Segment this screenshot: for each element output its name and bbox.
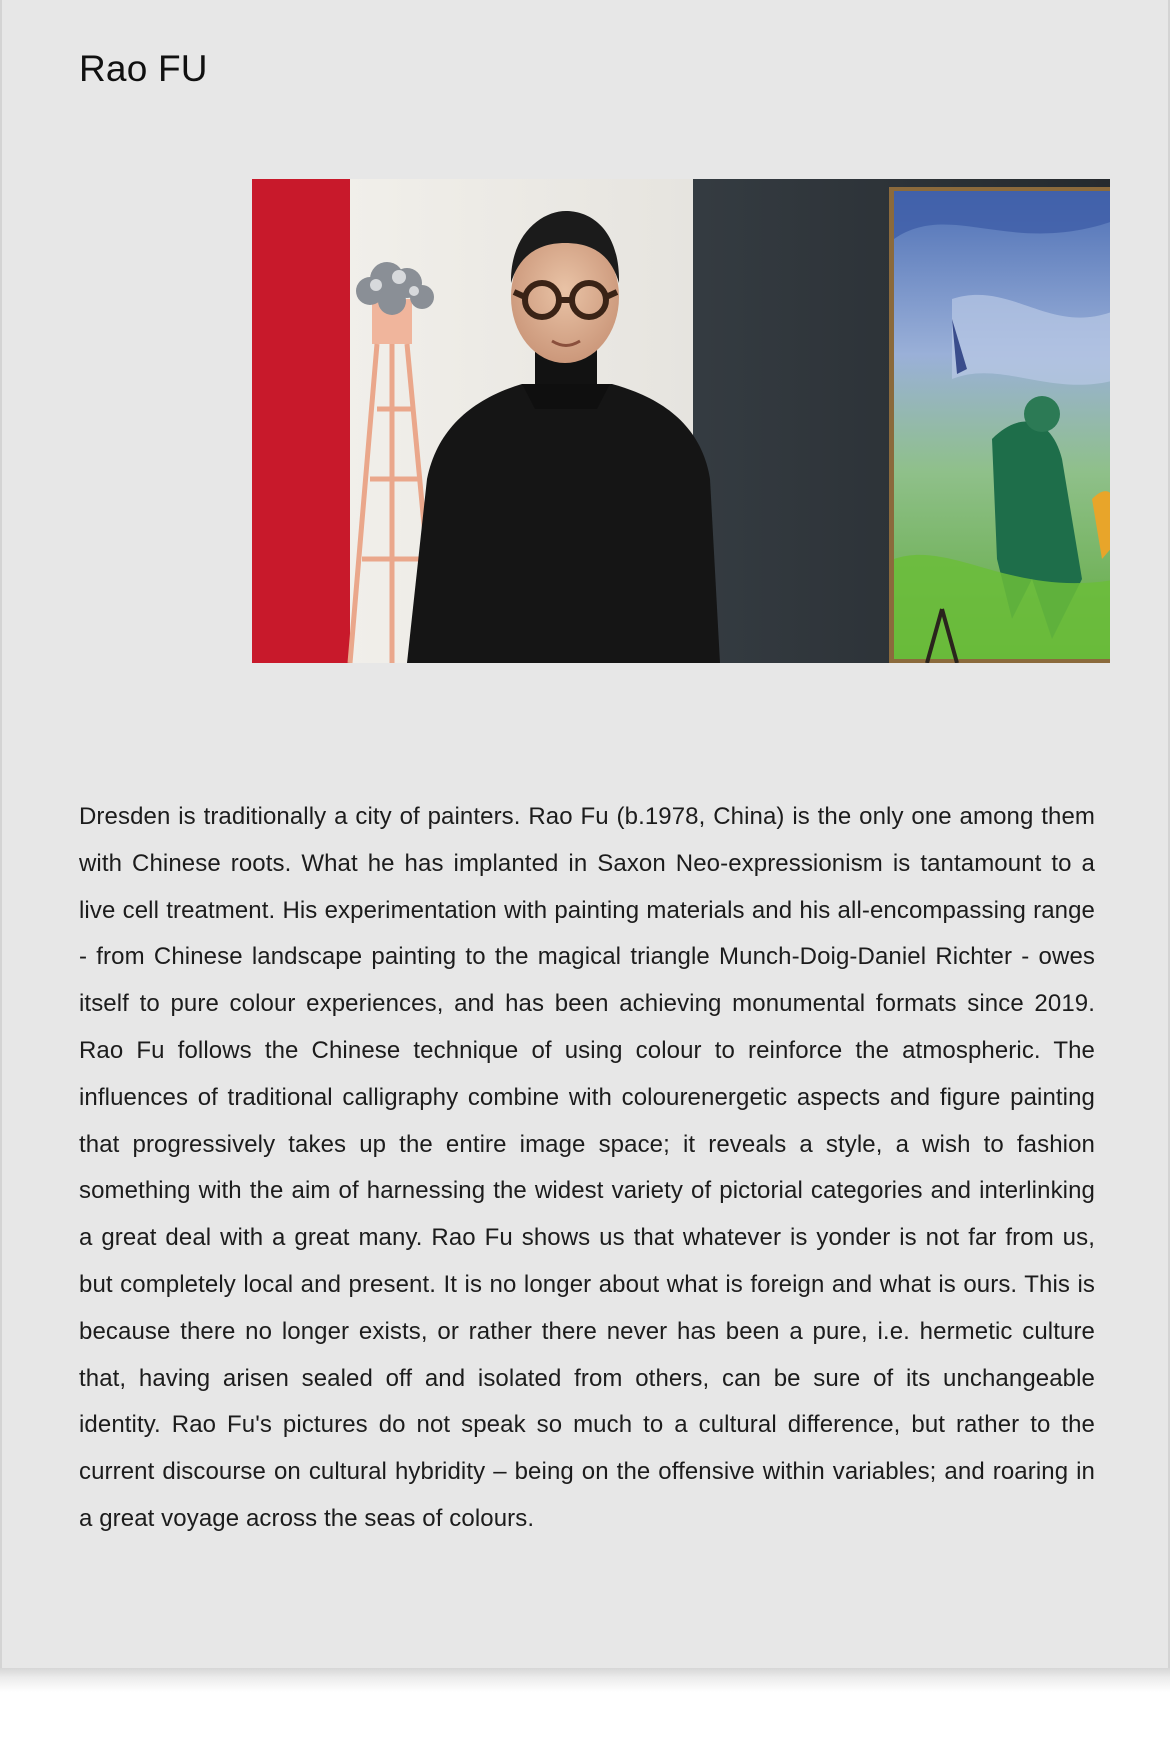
artist-name-heading: Rao FU <box>79 48 208 89</box>
artist-portrait-photo <box>252 179 1110 663</box>
artist-biography: Dresden is traditionally a city of painters. Rao Fu (b.1978, China) is the only one among them with Chinese roots. What he has implanted in Saxon Neo-expressionism is tantamount to a live cell treatment. His experimentation with painting materials and his all-encompassing range - from Chinese landscape painting to the magical triangle Munch-Doig-Daniel Richter - owes itself to pure colour experiences, and has been achieving monumental formats since 2019. Rao Fu follows the Chinese technique of using colour to reinforce the atmospheric. The influences of traditional calligraphy combine with colourenergetic aspects and figure painting that progressively takes up the entire image space; it reveals a style, a wish to fashion something with the aim of harnessing the widest variety of pictorial categories and interlinking a great deal with a great many. Rao Fu shows us that whatever is yonder is not far from us, but completely local and present. It is no longer about what is foreign and what is ours. This is because there no longer exists, or rather there never has been a pure, i.e. hermetic culture that, having arisen sealed off and isolated from others, can be sure of its unchangeable identity. Rao Fu's pictures do not speak so much to a cultural difference, but rather to the current discourse on cultural hybridity – being on the offensive within variables; and roaring in a great voyage across the seas of colours. <box>79 803 1095 1532</box>
card-bottom-edge <box>0 1668 1170 1692</box>
painting-canvas <box>889 187 1110 663</box>
red-panel <box>252 179 350 663</box>
portrait-photo-illustration <box>252 179 1110 663</box>
